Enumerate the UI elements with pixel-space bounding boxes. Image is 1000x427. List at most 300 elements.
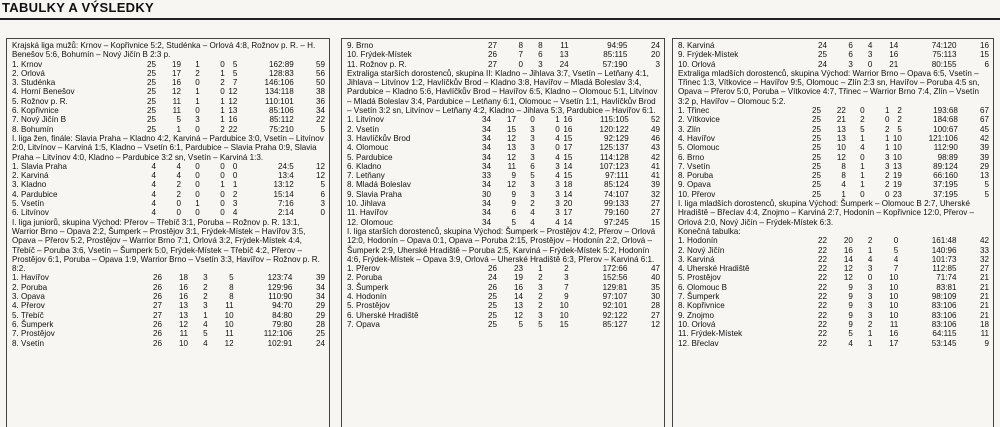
table-row (347, 199, 660, 208)
table-cell: 3 (884, 161, 890, 171)
table-cell: 2 (884, 124, 890, 134)
table-cell: 34 (481, 180, 491, 190)
table-cell: 120:122 (599, 124, 629, 134)
table-cell: 5 (203, 329, 208, 339)
table-cell: 24:5 (277, 161, 294, 171)
standings-table (678, 106, 989, 199)
table-cell: 140:96 (931, 245, 957, 255)
table-cell: 25 (146, 96, 156, 106)
table-cell: 8 (518, 41, 524, 50)
results-block (12, 218, 325, 348)
table-cell: 40 (650, 273, 660, 283)
table-cell: 34 (481, 208, 491, 218)
table-cell: 34 (481, 124, 491, 134)
table-cell: 9 (984, 338, 989, 348)
table-row (678, 50, 989, 59)
table-cell: 26 (152, 319, 162, 329)
table-cell: 83:81 (936, 282, 957, 292)
table-cell: 12 (650, 319, 660, 329)
table-cell: 101:73 (931, 254, 957, 264)
table-cell: 34 (481, 115, 491, 125)
table-cell: 4 (860, 143, 865, 153)
table-cell: 0 (232, 171, 238, 181)
table-cell: 125:137 (599, 143, 629, 153)
table-cell: 25 (146, 68, 156, 78)
table-row (678, 60, 989, 69)
table-cell: 11 (225, 329, 234, 339)
table-cell: 27 (152, 310, 162, 320)
table-row (678, 255, 989, 264)
table-cell: 134:118 (265, 87, 294, 97)
table-cell: 2 (220, 78, 225, 88)
table-cell: 2 (530, 199, 535, 209)
table-cell: 85:106 (268, 106, 294, 116)
page-title: TABULKY A VÝSLEDKY (2, 0, 155, 15)
table-cell: 4 (151, 161, 156, 171)
table-cell: 8 (538, 41, 543, 50)
table-cell: 13 (228, 106, 238, 116)
team-name: 7. Prostějov (12, 329, 55, 339)
table-cell: 4 (151, 199, 156, 209)
team-name: 11. Rožnov p. R. (347, 59, 407, 69)
table-cell: 3 (867, 50, 873, 60)
table-cell: 12 (171, 87, 181, 97)
table-cell: 11 (172, 106, 181, 116)
table-cell: 13 (179, 310, 189, 320)
table-cell: 3 (530, 189, 535, 199)
table-cell: 193:68 (933, 106, 958, 116)
table-row (12, 283, 325, 292)
table-cell: 0 (893, 236, 899, 246)
table-cell: 4 (555, 171, 560, 181)
table-cell: 1 (203, 310, 208, 320)
table-cell: 10 (836, 143, 846, 153)
results-paragraph: I. liga mladších dorostenců, skupina Východ: Šumperk – Olomouc B 2:7, Uherské Hradiště – Břeclav 4:4, Znojmo – Karviná 2:7, Hodonín – Kopřivnice 12:0, Přerov – Orlová 2:0, Nový Jičín – Frýdek-Místek 6:3. (678, 199, 975, 227)
table-cell: 25 (812, 171, 822, 181)
table-cell: 12 (506, 152, 516, 162)
table-cell: 1 (195, 59, 200, 69)
team-name: 8. Vsetín (12, 338, 44, 348)
table-cell: 57:190 (602, 59, 628, 69)
table-cell: 161:48 (931, 236, 957, 246)
table-cell: 15 (563, 171, 573, 181)
table-cell: 13 (836, 124, 846, 134)
table-cell: 9 (848, 282, 853, 292)
table-cell: 5 (518, 319, 524, 329)
table-cell: 11 (560, 41, 569, 50)
table-cell: 34 (481, 161, 491, 171)
table-cell: 4 (176, 161, 181, 171)
table-cell: 59 (315, 59, 325, 69)
table-cell: 146:106 (264, 78, 294, 88)
team-name: 4. Přerov (12, 301, 45, 311)
team-name: 10. Jihlava (347, 199, 386, 209)
table-cell: 6 (530, 161, 535, 171)
table-cell: 94:70 (272, 301, 293, 311)
table-cell: 0 (195, 124, 200, 134)
table-cell: 0 (195, 106, 200, 116)
table-cell: 12 (315, 161, 325, 171)
team-name: 4. Horní Benešov (12, 87, 75, 97)
table-cell: 0 (220, 208, 225, 218)
team-name: 3. Studénka (12, 78, 56, 88)
table-row (678, 125, 989, 134)
table-cell: 0 (860, 152, 865, 162)
table-cell: 162:89 (268, 59, 294, 69)
table-cell: 22 (818, 310, 828, 320)
table-cell: 11 (225, 301, 234, 311)
table-cell: 1 (884, 106, 890, 116)
table-row (347, 162, 660, 171)
table-cell: 34 (481, 133, 491, 143)
table-cell: 25 (812, 133, 822, 143)
table-cell: 17 (506, 115, 516, 125)
table-cell: 1 (860, 161, 865, 171)
table-cell: 19 (514, 273, 524, 283)
table-cell: 4 (151, 189, 156, 199)
table-cell: 9 (511, 171, 516, 181)
table-cell: 30 (481, 189, 491, 199)
table-cell: 24 (487, 273, 497, 283)
table-cell: 25 (812, 189, 822, 199)
table-cell: 1 (867, 338, 873, 348)
table-cell: 24 (818, 41, 828, 50)
table-cell: 5 (176, 115, 181, 125)
table-cell: 74:107 (603, 189, 629, 199)
table-cell: 129:96 (267, 282, 293, 292)
table-cell: 10 (889, 310, 899, 320)
table-cell: 39 (315, 273, 325, 283)
table-cell: 8 (841, 171, 846, 181)
table-cell: 11 (980, 329, 989, 339)
table-cell: 41 (650, 161, 660, 171)
table-row (347, 208, 660, 217)
team-name: 2. Karviná (12, 171, 49, 181)
team-name: 12. Břeclav (678, 338, 719, 348)
table-cell: 13 (892, 161, 902, 171)
table-cell: 16 (979, 41, 989, 50)
table-cell: 13 (559, 50, 569, 60)
table-row (12, 273, 325, 282)
team-name: 7. Letňany (347, 171, 385, 181)
table-cell: 10 (889, 273, 899, 283)
table-row (12, 97, 325, 106)
table-cell: 13:4 (277, 171, 294, 181)
table-row (347, 301, 660, 310)
table-cell: 112:90 (933, 143, 958, 153)
table-cell: 21 (836, 115, 846, 125)
team-name: 9. Brno (347, 41, 374, 50)
table-cell: 85:127 (602, 319, 628, 329)
team-name: 8. Kopřivnice (678, 301, 725, 311)
table-cell: 28 (315, 319, 325, 329)
table-cell: 1 (841, 189, 846, 199)
table-cell: 20 (843, 236, 853, 246)
table-cell: 0 (195, 189, 200, 199)
results-block (12, 134, 325, 218)
table-cell: 6 (848, 50, 853, 60)
table-cell: 22 (818, 264, 828, 274)
table-cell: 3 (530, 124, 535, 134)
table-cell: 0 (884, 115, 890, 125)
table-cell: 22 (818, 236, 828, 246)
table-cell: 56 (315, 68, 325, 78)
table-cell: 5 (893, 245, 899, 255)
standings-table (347, 264, 660, 329)
table-cell: 94:95 (607, 41, 628, 50)
table-row (12, 87, 325, 96)
team-name: 8. Karviná (678, 41, 715, 50)
team-name: 1. Litvínov (347, 115, 384, 125)
table-cell: 1 (860, 180, 865, 190)
table-cell: 4 (530, 208, 535, 218)
table-cell: 5 (511, 217, 516, 227)
team-name: 2. Vsetín (347, 124, 379, 134)
table-cell: 18 (979, 319, 989, 329)
table-cell: 12 (228, 96, 238, 106)
title-rule (0, 18, 1000, 20)
table-cell: 0 (232, 161, 238, 171)
table-cell: 25 (487, 301, 497, 311)
results-block (347, 41, 660, 69)
table-cell: 15 (506, 124, 516, 134)
table-row (12, 208, 325, 217)
table-cell: 42 (979, 236, 989, 246)
table-row (347, 143, 660, 152)
table-cell: 21 (979, 301, 989, 311)
table-row (347, 292, 660, 301)
table-cell: 12 (843, 273, 853, 283)
table-cell: 3 (555, 208, 560, 218)
table-row (678, 264, 989, 273)
results-paragraph: Konečná tabulka: (678, 226, 741, 236)
table-cell: 3 (867, 282, 873, 292)
table-cell: 25 (146, 78, 156, 88)
table-cell: 3 (530, 152, 535, 162)
table-cell: 27 (152, 301, 162, 311)
table-row (12, 199, 325, 208)
table-row (12, 125, 325, 134)
table-row (347, 171, 660, 180)
table-row (678, 41, 989, 50)
table-cell: 2 (867, 319, 873, 329)
table-cell: 3 (555, 189, 560, 199)
table-cell: 3 (530, 133, 535, 143)
team-name: 7. Šumperk (678, 292, 720, 302)
table-cell: 0 (220, 171, 225, 181)
team-name: 2. Nový Jičín (678, 245, 725, 255)
team-name: 8. Mladá Boleslav (347, 180, 411, 190)
standings-table (347, 41, 660, 69)
table-cell: 5 (984, 180, 989, 190)
table-cell: 1 (860, 133, 865, 143)
table-cell: 5 (320, 180, 325, 190)
standings-table (12, 60, 325, 134)
table-row (678, 329, 989, 338)
table-cell: 25 (812, 106, 822, 116)
team-name: 3. Kladno (12, 180, 47, 190)
team-name: 10. Přerov (678, 189, 716, 199)
table-cell: 25 (812, 143, 822, 153)
table-row (12, 60, 325, 69)
table-row (12, 106, 325, 115)
table-row (347, 115, 660, 124)
table-cell: 16 (228, 115, 238, 125)
table-cell: 1 (884, 133, 890, 143)
table-cell: 14 (563, 189, 573, 199)
table-cell: 0 (195, 78, 200, 88)
team-name: 2. Orlová (12, 68, 45, 78)
table-cell: 6 (511, 208, 516, 218)
team-name: 10. Orlová (678, 59, 716, 69)
table-cell: 83:106 (931, 310, 957, 320)
table-cell: 4 (203, 338, 208, 348)
table-cell: 4 (232, 208, 238, 218)
table-cell: 10 (892, 143, 902, 153)
team-name: 5. Pardubice (347, 152, 393, 162)
table-cell: 83:106 (931, 319, 957, 329)
table-cell: 34 (481, 143, 491, 153)
table-cell: 5 (229, 273, 234, 283)
table-cell: 22 (228, 124, 238, 134)
team-name: 1. Havířov (12, 273, 49, 283)
team-name: 5. Třebíč (12, 310, 44, 320)
table-row (347, 60, 660, 69)
table-cell: 0 (320, 208, 325, 218)
table-cell: 15 (563, 152, 573, 162)
table-cell: 25 (487, 292, 497, 302)
table-cell: 4 (151, 208, 156, 218)
table-cell: 0 (220, 199, 225, 209)
results-block (678, 227, 989, 348)
table-cell: 18 (179, 273, 189, 283)
table-row (678, 106, 989, 115)
table-row (678, 273, 989, 282)
table-cell: 8 (841, 161, 846, 171)
table-cell: 28 (650, 301, 660, 311)
table-cell: 6 (984, 59, 989, 69)
table-cell: 92:122 (602, 310, 628, 320)
table-cell: 23 (892, 189, 902, 199)
table-cell: 27 (487, 41, 497, 50)
table-cell: 5 (232, 59, 238, 69)
table-cell: 2 (897, 115, 902, 125)
team-name: 5. Olomouc (678, 143, 720, 153)
table-cell: 5 (232, 68, 238, 78)
standings-table (347, 115, 660, 227)
table-cell: 11 (507, 161, 516, 171)
team-name: 3. Opava (12, 292, 45, 302)
table-cell: 4 (555, 133, 560, 143)
table-cell: 64:115 (932, 329, 957, 339)
table-cell: 1 (220, 115, 225, 125)
table-cell: 12 (315, 171, 325, 181)
table-cell: 16 (843, 245, 853, 255)
table-cell: 9 (848, 292, 853, 302)
table-cell: 14 (514, 292, 524, 302)
table-cell: 2 (220, 124, 225, 134)
table-cell: 97:111 (605, 171, 629, 181)
table-cell: 22 (818, 319, 828, 329)
table-cell: 98:89 (937, 152, 958, 162)
table-cell: 22 (818, 338, 828, 348)
results-block (12, 41, 325, 134)
table-cell: 66:160 (933, 171, 958, 181)
table-cell: 10 (559, 310, 569, 320)
table-cell: 26 (152, 292, 162, 302)
team-name: 6. Uherské Hradiště (347, 310, 419, 320)
team-name: 7. Opava (347, 319, 380, 329)
table-cell: 46 (650, 133, 660, 143)
table-cell: 0 (884, 189, 890, 199)
table-cell: 37:195 (933, 180, 958, 190)
team-name: 2. Poruba (347, 273, 383, 283)
table-cell: 0 (195, 161, 200, 171)
table-cell: 25 (812, 115, 822, 125)
table-cell: 11 (179, 329, 189, 339)
table-cell: 10 (559, 301, 569, 311)
table-cell: 16 (889, 329, 899, 339)
team-name: 3. Havlíčkův Brod (347, 133, 411, 143)
table-cell: 3 (538, 59, 543, 69)
results-block (678, 69, 989, 199)
table-cell: 10 (224, 310, 234, 320)
table-cell: 9 (511, 199, 516, 209)
team-name: 4. Olomouc (347, 143, 389, 153)
team-name: 7. Vsetín (678, 161, 710, 171)
table-cell: 4 (176, 171, 181, 181)
table-cell: 2 (538, 301, 543, 311)
table-cell: 26 (152, 338, 162, 348)
table-cell: 1 (867, 245, 873, 255)
table-cell: 0 (220, 87, 225, 97)
table-cell: 27 (979, 264, 989, 274)
table-cell: 4 (841, 180, 846, 190)
table-cell: 25 (146, 124, 156, 134)
table-cell: 16 (514, 282, 524, 292)
table-cell: 80:155 (931, 59, 957, 69)
table-cell: 22 (818, 254, 828, 264)
table-cell: 85:112 (269, 115, 294, 125)
table-cell: 12 (179, 319, 189, 329)
table-row (347, 311, 660, 320)
table-cell: 22 (818, 329, 828, 339)
results-column-2 (341, 38, 665, 427)
table-cell: 74:120 (931, 41, 957, 50)
table-cell: 41 (650, 171, 660, 181)
table-cell: 13 (979, 171, 989, 181)
table-cell: 13:12 (273, 180, 294, 190)
table-cell: 34 (315, 106, 325, 116)
table-cell: 27 (487, 59, 497, 69)
team-name: 4. Hodonín (347, 292, 387, 302)
table-cell: 5 (897, 124, 902, 134)
table-cell: 84:80 (272, 310, 293, 320)
table-cell: 98:109 (931, 292, 957, 302)
table-cell: 26 (152, 282, 162, 292)
table-cell: 6 (848, 41, 853, 50)
table-cell: 25 (315, 329, 325, 339)
table-cell: 22 (836, 106, 846, 116)
table-cell: 1 (195, 87, 200, 97)
table-cell: 27 (650, 310, 660, 320)
table-row (347, 320, 660, 329)
table-cell: 30 (650, 292, 660, 302)
table-row (678, 143, 989, 152)
table-cell: 22 (818, 301, 828, 311)
table-cell: 23 (514, 264, 524, 274)
table-cell: 7 (564, 282, 569, 292)
